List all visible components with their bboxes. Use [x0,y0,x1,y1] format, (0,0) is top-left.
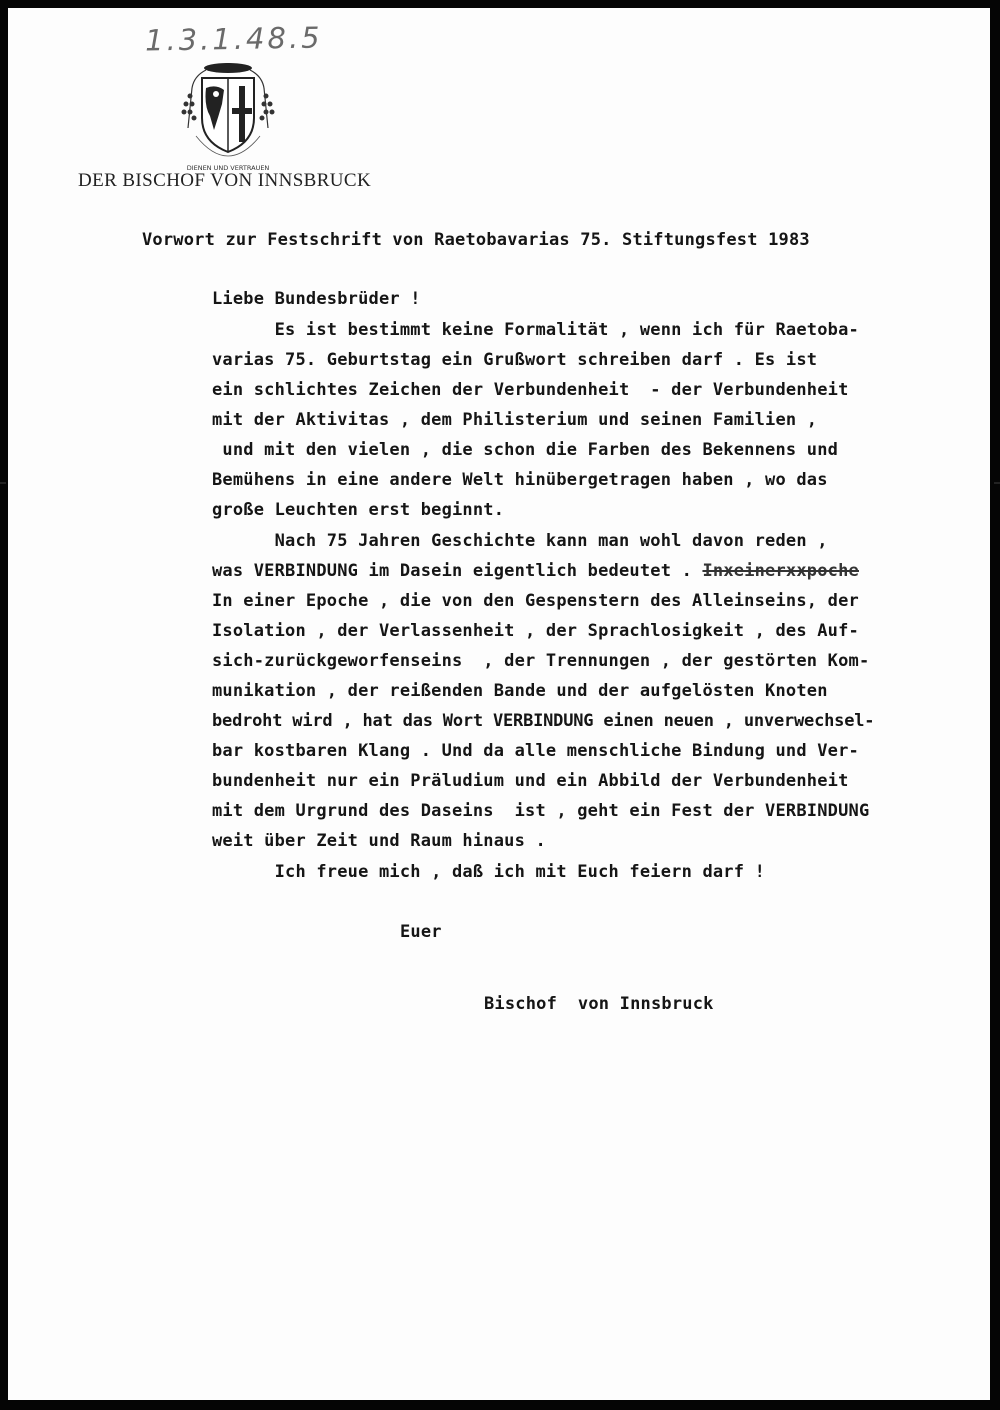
body-line-text: was VERBINDUNG im Dasein eigentlich bedeutet . [212,561,693,581]
body-line: Isolation , der Verlassenheit , der Sprachlosigkeit , des Auf- [212,621,859,641]
svg-text:DIENEN UND VERTRAUEN: DIENEN UND VERTRAUEN [186,164,270,172]
body-line: und mit den vielen , die schon die Farben des Bekennens und [212,440,839,460]
closing: Euer [400,922,442,942]
body-line: weit über Zeit und Raum hinaus . [212,831,546,851]
letterhead: DER BISCHOF VON INNSBRUCK [78,170,372,191]
body-line: Es ist bestimmt keine Formalität , wenn ich für Raetoba- [212,320,859,340]
body-line: bedroht wird , hat das Wort VERBINDUNG einen neuen , unverwechsel- [212,711,875,731]
body-line: Nach 75 Jahren Geschichte kann man wohl davon reden , [212,531,828,551]
margin-mark-left [0,482,6,484]
body-line: große Leuchten erst beginnt. [212,500,505,520]
body-line: mit der Aktivitas , dem Philisterium und seinen Familien , [212,410,818,430]
body-line: ein schlichtes Zeichen der Verbundenheit - der Verbundenheit [212,380,849,400]
signature-line: Bischof von Innsbruck [484,994,714,1014]
body-line: munikation , der reißenden Bande und der aufgelösten Knoten [212,681,828,701]
salutation: Liebe Bundesbrüder ! [212,289,421,309]
body-line: bar kostbaren Klang . Und da alle menschliche Bindung und Ver- [212,741,859,761]
body-line: varias 75. Geburtstag ein Grußwort schreiben darf . Es ist [212,350,818,370]
body-line: sich-zurückgeworfenseins , der Trennungen , der gestörten Kom- [212,651,870,671]
page-title: Vorwort zur Festschrift von Raetobavarias 75. Stiftungsfest 1983 [142,230,810,250]
body-line: Bemühens in eine andere Welt hinübergetragen haben , wo das [212,470,828,490]
body-line: In einer Epoche , die von den Gespenstern des Alleinseins, der [212,591,859,611]
coat-of-arms-icon [180,58,276,176]
body-line: mit dem Urgrund des Daseins ist , geht ein Fest der VERBINDUNG [212,801,870,821]
body-line: Ich freue mich , daß ich mit Euch feiern darf ! [212,862,766,882]
struck-text: Inxeinerxxpoche [702,561,859,581]
body-line [212,561,859,581]
body-line: bundenheit nur ein Präludium und ein Abbild der Verbundenheit [212,771,849,791]
margin-mark-right [994,482,1000,484]
archive-number: 1.3.1.48.5 [144,20,323,58]
